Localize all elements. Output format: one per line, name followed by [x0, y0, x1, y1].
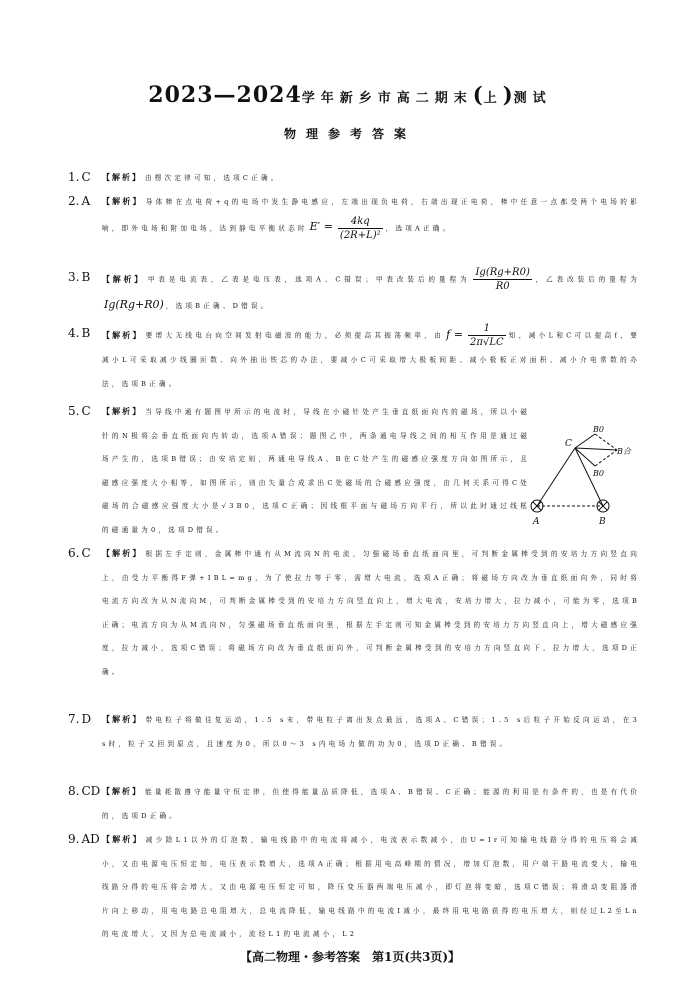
fraction-numerator: 4kq — [338, 215, 383, 229]
fraction-denominator: 2π√LC — [470, 337, 504, 348]
fraction-numerator: Ig(Rg+R0) — [475, 267, 530, 278]
item-answer: AD — [81, 832, 100, 846]
item-answer: C — [81, 170, 91, 184]
fraction — [473, 266, 531, 293]
label-b-total: B合 — [617, 447, 631, 456]
dashed-parallelogram-top — [595, 434, 617, 450]
item-number: 8. — [68, 784, 80, 798]
item-number: 3. — [68, 270, 80, 284]
line-ac — [537, 448, 575, 506]
item-answer: C — [81, 404, 91, 418]
label-b0-bottom: B0 — [593, 469, 604, 478]
analysis-tag: 【解析】 — [102, 196, 143, 206]
item-number: 9. — [68, 832, 80, 846]
magnetic-field-diagram — [525, 424, 635, 534]
answer-list — [68, 166, 640, 968]
item-number: 4. — [68, 326, 80, 340]
answer-item-3 — [68, 266, 640, 322]
analysis-text-2: ，选项A正确。 — [385, 224, 453, 232]
answer-item-9 — [68, 828, 640, 968]
item-number: 5. — [68, 404, 80, 418]
analysis-tag: 【解析】 — [102, 786, 143, 796]
answer-item-6 — [68, 542, 640, 708]
item-number: 7. — [68, 712, 80, 726]
fraction-denominator: (2R+L)² — [339, 229, 381, 241]
document-subtitle: 物理参考答案 — [283, 127, 416, 141]
item-answer: A — [81, 194, 91, 208]
analysis-text: 要增大无线电台向空间发射电磁波的能力，必须提高其振荡频率，由 — [145, 331, 445, 340]
analysis-tag: 【解析】 — [102, 172, 142, 182]
item-number: 2. — [68, 194, 80, 208]
formula: Ig(Rg+R0) — [104, 298, 164, 311]
dashed-parallelogram-bottom — [595, 450, 617, 466]
analysis-tag: 【解析】 — [102, 329, 143, 340]
item-number: 6. — [68, 546, 80, 560]
vector-b-total — [575, 448, 617, 450]
item-answer: D — [81, 712, 92, 726]
title-paren-text: 上 — [483, 91, 503, 106]
analysis-tag: 【解析】 — [102, 714, 143, 724]
vector-b0-top — [575, 434, 595, 448]
title-year: 2023—2024 — [148, 82, 302, 108]
title-paren-close: ) — [502, 82, 514, 107]
analysis-text: 根据左手定则，金属棒中通有从M流向N的电流，匀强磁场垂直纸面向里，可判断金属棒受到的安培力方向竖直向上，由受力平衡得F弹+IBL=mg，为了使拉力等于零，需增大电流，选项A正确；将磁场方向改为垂直纸面向外，同时将电流方向改为从N流向M，可判断金属棒受到的安培力方向竖直向上，增大电流，安培力增大，拉力减小，可能为零，选项B正确；电流方向为从M流向N，匀强磁场垂直纸面向里，根据左手定则可知金属棒受到的安培力方向竖直向上，增大磁感应强度，拉力减小，选项C错误；将磁场方向改为垂直纸面向外，可判断金属棒受到的安培力方向竖直向下，拉力增大，选项D正确。 — [102, 550, 640, 676]
item-answer: C — [81, 546, 91, 560]
answer-item-4 — [68, 322, 640, 400]
answer-item-7 — [68, 708, 640, 780]
label-c: C — [565, 439, 572, 449]
item-number: 1. — [68, 170, 80, 184]
analysis-text: 导体棒在点电荷+q的电场中发生静电感应，左端出现负电荷，右端出现正电荷，棒中任意一点都受两个电场的影响，即外电场和附加电场，达到静电平衡状态时 — [102, 198, 641, 232]
item-answer: CD — [81, 784, 101, 798]
analysis-tag: 【解析】 — [102, 548, 143, 558]
label-b0-top: B0 — [593, 425, 604, 434]
formula: E′ = — [309, 220, 333, 233]
label-b: B — [599, 517, 606, 527]
item-answer: B — [81, 326, 91, 340]
analysis-text-2: 知，减小L和C可以提高f，要减小L可采取减少线圈匝数、向外抽出铁芯的办法，要减小C可采取增大极板间距、减小极板正对面积、减小介电常数的办法，选项B正确。 — [102, 331, 641, 388]
title-suffix: 测试 — [513, 91, 552, 106]
document-title — [0, 82, 700, 108]
fraction-numerator: 1 — [468, 322, 506, 336]
analysis-tag: 【解析】 — [102, 273, 145, 284]
title-text: 学年新乡市高二期末 — [301, 91, 473, 106]
title-paren-open: ( — [472, 82, 484, 107]
item-answer: B — [81, 270, 91, 284]
answer-item-1 — [68, 166, 640, 190]
analysis-text: 当导线中通有题图甲所示的电流时，导线在小磁针处产生垂直纸面向内的磁场，所以小磁针的N极将会垂直纸面向内转动，选项A错误；题图乙中，两条通电导线之间的相互作用是通过磁场产生的，选项B错误；由安培定则，两通电导线A、B在C处产生的磁感应强度方向如图所示，且磁感应强度大小相等，如图所示，则由矢量合成求出C处磁场的合磁感应强度，由几何关系可得C处磁场的合磁感应强度大小是√3B0，选项C正确；因线框平面与磁场方向平行，所以此时通过线框的磁通量为0，选项D错误。 — [102, 408, 530, 534]
fraction-denominator: R0 — [495, 281, 510, 292]
analysis-text: 带电粒子将做往复运动，1.5 s末，带电粒子离出发点最远，选项A、C错误；1.5 s后粒子开始反向运动，在3 s时，粒子又回到原点，且速度为0，所以0～3 s内电场力做的功为0，选项D正确、B错误。 — [102, 716, 641, 748]
analysis-text: 由楞次定律可知，选项C正确。 — [145, 174, 281, 182]
fraction — [468, 322, 506, 349]
analysis-text-3: ，选项B正确、D错误。 — [165, 302, 271, 310]
vector-b0-bottom — [575, 448, 595, 466]
analysis-tag: 【解析】 — [102, 834, 143, 844]
formula: f = — [446, 327, 464, 341]
label-a: A — [533, 517, 540, 527]
analysis-text: 减少除L1以外的灯泡数，输电线路中的电流将减小，电流表示数减小，由U=Ir可知输电线路分得的电压将会减小，又由电源电压恒定知，电压表示数增大，选项A正确；根据用电高峰期的情况，增加灯泡数，用户端干路电流变大，输电线路分得的电压将会增大，又由电源电压恒定可知，降压变压器两端电压减小，即灯泡将变暗，选项C错误；将滑动变阻器滑片向上移动，用电电路总电阻增大，总电流降低，输电线路中的电流I减小，最终用电电路获得的电压增大，则经过L2至Ln的电流增大，又因为总电流减小，流经L1的电流减小，L2 — [102, 836, 640, 938]
analysis-text-2: ，乙表改装后的量程为 — [534, 275, 640, 284]
analysis-text: 甲表是电流表，乙表是电压表，选项A、C错误；甲表改装后的量程为 — [147, 275, 471, 284]
answer-item-2 — [68, 190, 640, 266]
answer-item-8 — [68, 780, 640, 828]
page-footer: 【高二物理・参考答案 第1页(共3页)】 — [239, 950, 461, 964]
analysis-tag: 【解析】 — [102, 406, 143, 416]
fraction — [338, 215, 383, 242]
analysis-text: 能量耗散遵守能量守恒定律，但使得能量品质降低，选项A、B错误、C正确；能源的利用是有条件的，也是有代价的，选项D正确。 — [102, 788, 641, 820]
